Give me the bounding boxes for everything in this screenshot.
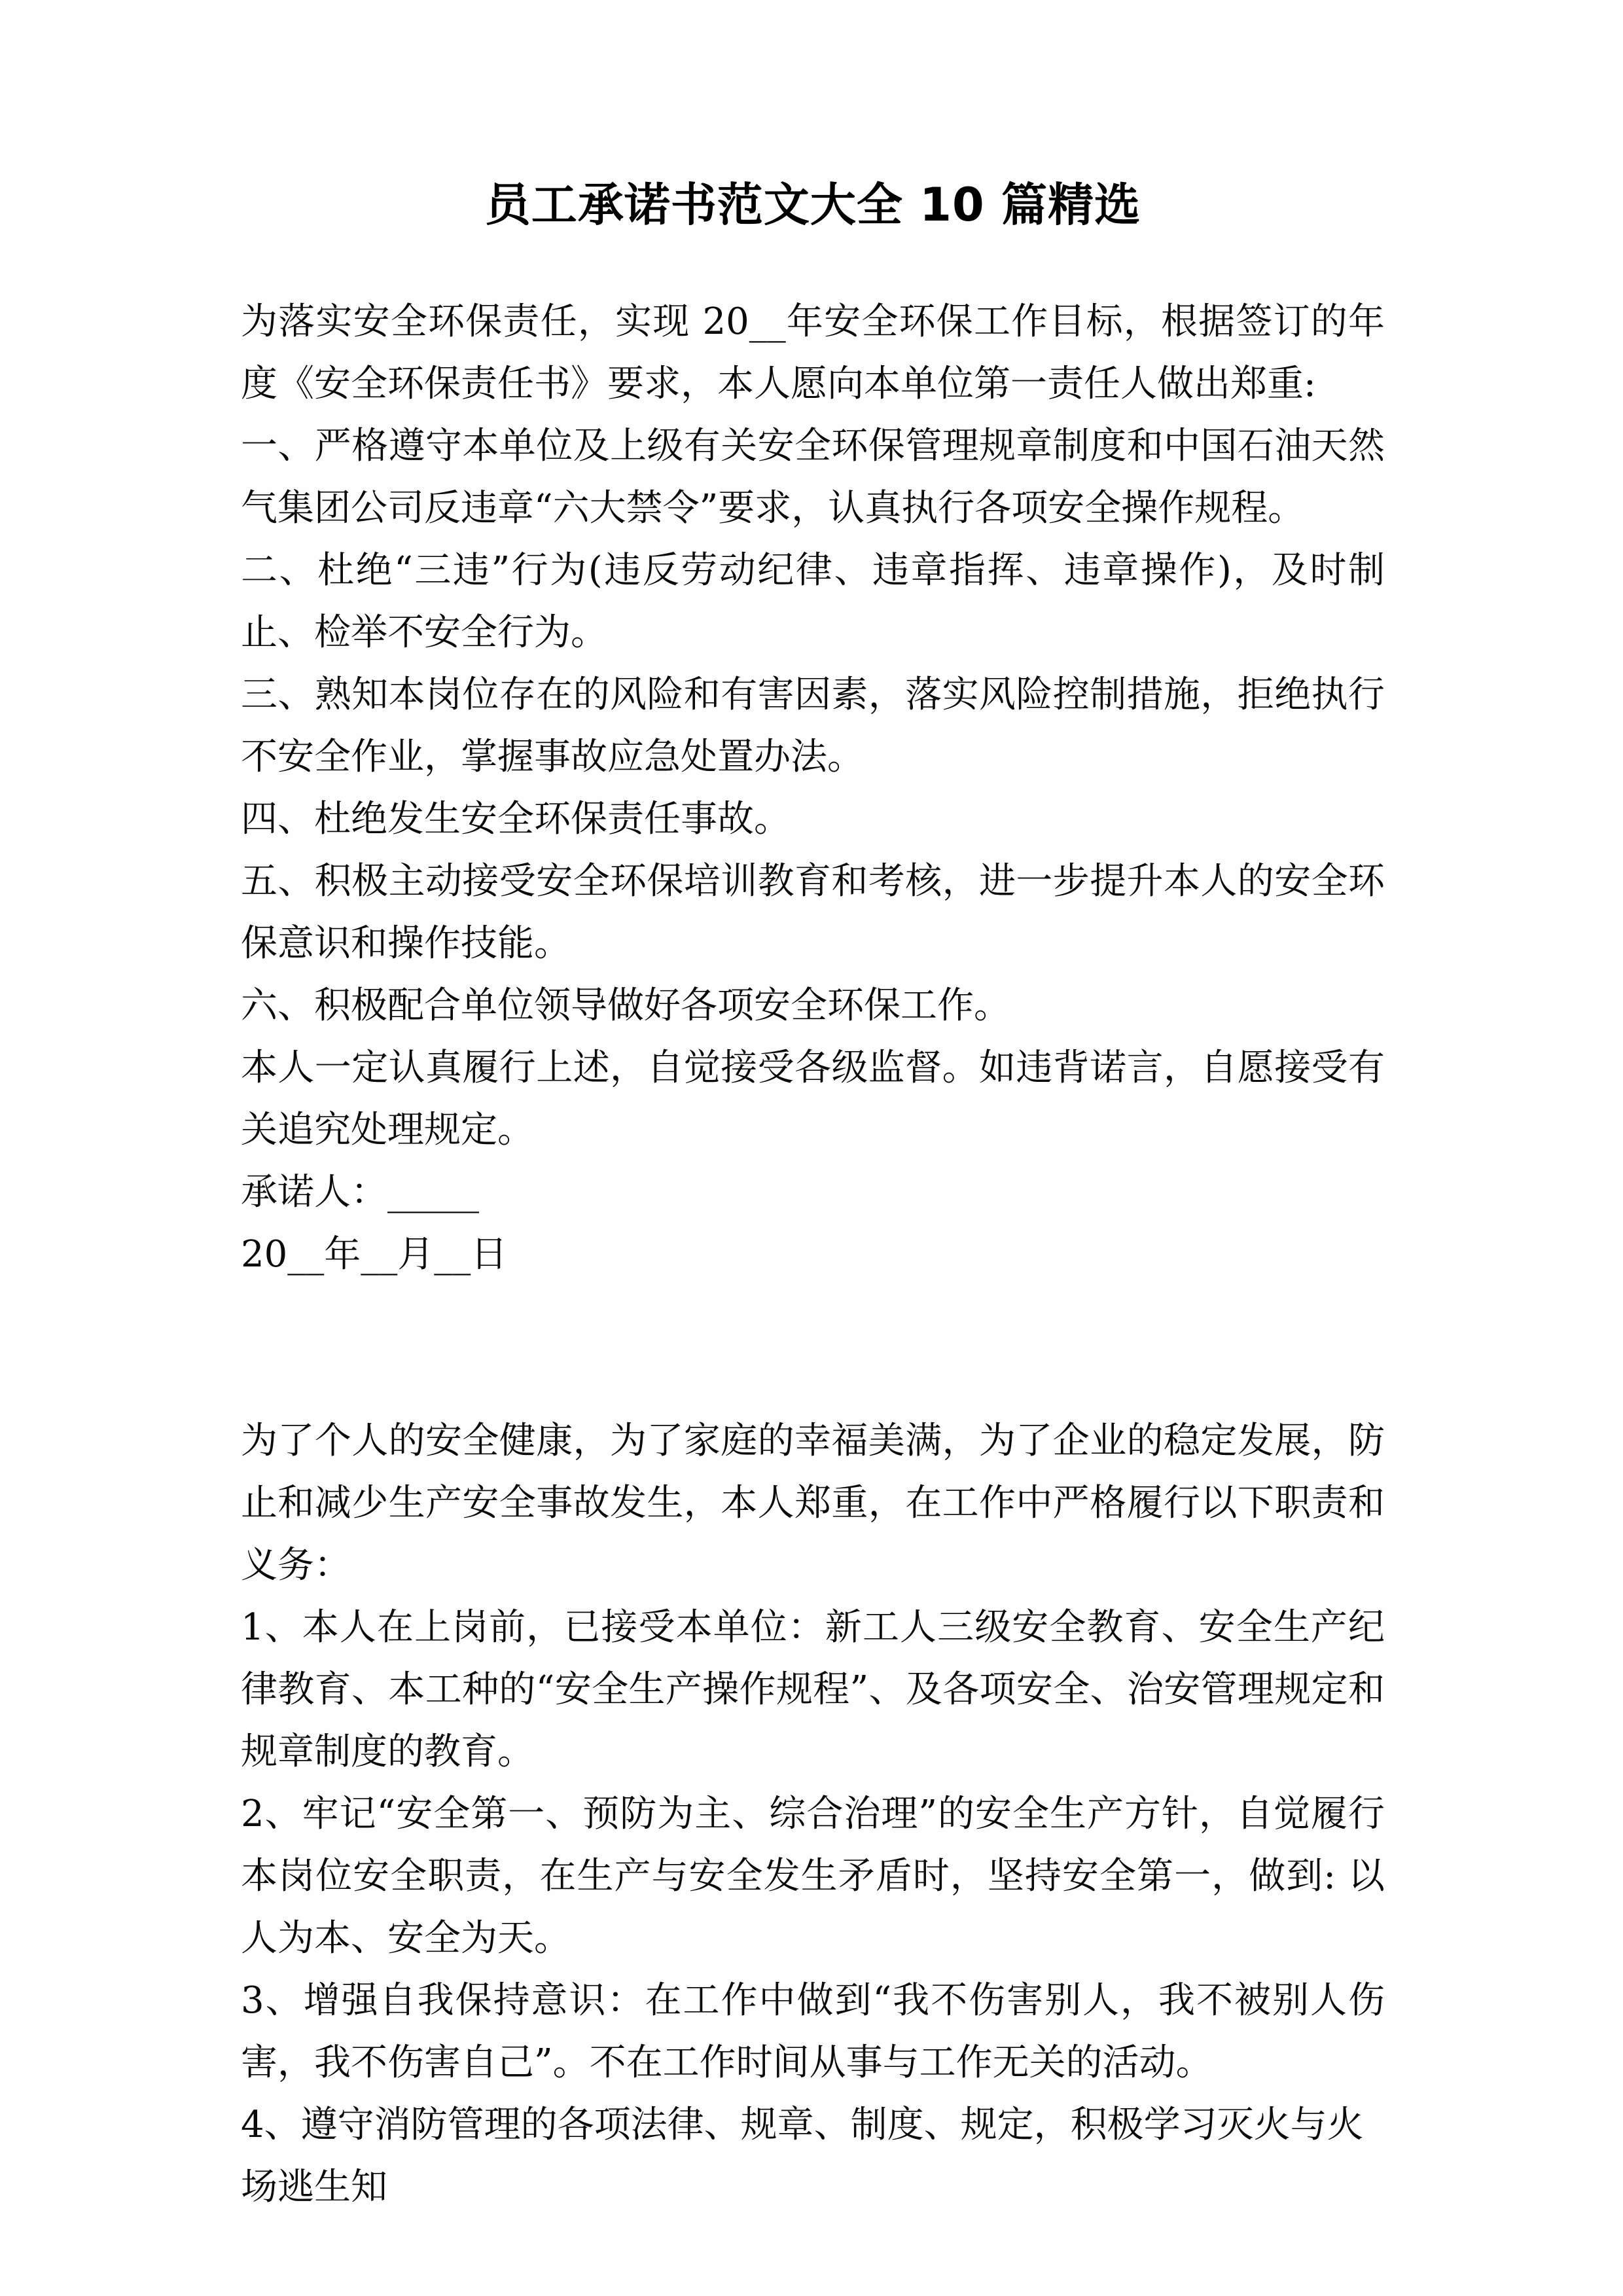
page-title: 员工承诺书范文大全 10 篇精选 [484, 178, 1141, 232]
section-two-item-4: 4、遵守消防管理的各项法律、规章、制度、规定，积极学习灭火与火场逃生知 [241, 2103, 1364, 2208]
document-content-column [241, 0, 1385, 2218]
section-one-item-4: 四、杜绝发生安全环保责任事故。 [241, 797, 791, 840]
section-two [241, 1410, 1385, 2218]
section-two-item-3: 3、增强自我保持意识：在工作中做到“我不伤害别人，我不被别人伤害，我不伤害自己”。不在工作时间从事与工作无关的活动。 [241, 1979, 1385, 2084]
section-two-item-1: 1、本人在上岗前，已接受本单位：新工人三级安全教育、安全生产纪律教育、本工种的“安全生产操作规程”、及各项安全、治安管理规定和规章制度的教育。 [241, 1605, 1385, 1773]
section-one-item-3: 三、熟知本岗位存在的风险和有害因素，落实风险控制措施，拒绝执行不安全作业，掌握事故应急处置办法。 [241, 673, 1385, 778]
section-divider-gap [241, 1285, 1385, 1410]
section-one-item-5: 五、积极主动接受安全环保培训教育和考核，进一步提升本人的安全环保意识和操作技能。 [241, 859, 1385, 965]
section-two-item-2: 2、牢记“安全第一、预防为主、综合治理”的安全生产方针，自觉履行本岗位安全职责，在生产与安全发生矛盾时，坚持安全第一，做到: 以人为本、安全为天。 [241, 1792, 1385, 1960]
section-two-intro: 为了个人的安全健康，为了家庭的幸福美满，为了企业的稳定发展，防止和减少生产安全事故发生，本人郑重，在工作中严格履行以下职责和义务： [241, 1419, 1385, 1587]
section-one-closing: 本人一定认真履行上述，自觉接受各级监督。如违背诺言，自愿接受有关追究处理规定。 [241, 1046, 1385, 1151]
signature-line: 承诺人：_____ [241, 1170, 479, 1213]
date-line: 20__年__月__日 [241, 1232, 508, 1276]
section-one [241, 291, 1385, 1285]
section-one-item-2: 二、杜绝“三违”行为(违反劳动纪律、违章指挥、违章操作)，及时制止、检举不安全行为。 [241, 548, 1385, 654]
section-one-item-6: 六、积极配合单位领导做好各项安全环保工作。 [241, 984, 1010, 1027]
section-one-item-1: 一、严格遵守本单位及上级有关安全环保管理规章制度和中国石油天然气集团公司反违章“六大禁令”要求，认真执行各项安全操作规程。 [241, 424, 1385, 529]
section-one-intro: 为落实安全环保责任，实现 20__年安全环保工作目标，根据签订的年度《安全环保责任书》要求，本人愿向本单位第一责任人做出郑重: [241, 300, 1385, 405]
